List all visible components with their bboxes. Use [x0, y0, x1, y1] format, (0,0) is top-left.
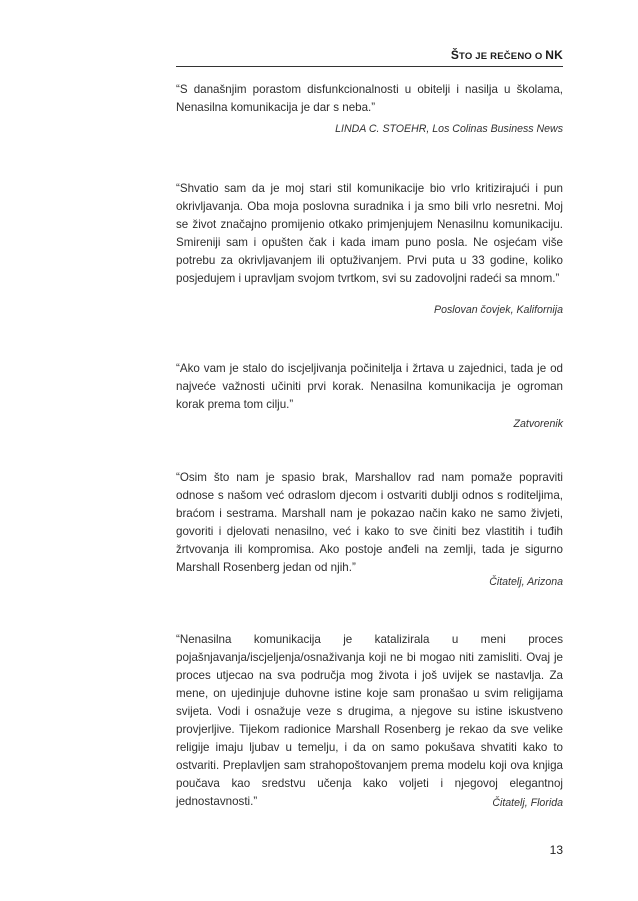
- quote-attribution: Čitatelj, Florida: [492, 797, 563, 809]
- header-abbrev: NK: [545, 48, 563, 62]
- quote-attribution: Čitatelj, Arizona: [489, 576, 563, 588]
- quote-attribution: Zatvorenik: [513, 418, 563, 430]
- quote-attribution: LINDA C. STOEHR, Los Colinas Business News: [335, 123, 563, 135]
- page-number: 13: [549, 843, 563, 857]
- quote-attribution: Poslovan čovjek, Kalifornija: [434, 304, 563, 316]
- quote-text: “Nenasilna komunikacija je katalizirala u meni proces pojašnjavanja/iscjeljenja/osnaživanja koji ne bi mogao niti zamisliti. Ovaj je proces utjecao na sva područja mog života i još uvijek se nastavlja. Za mene, on ujedinjuje duhovne istine koje sam pronašao u svim religijama svijeta. Vodi i osnažuje veze s drugima, a njegove su istine iskustveno provjerljive. Tijekom radionice Marshall Rosenberg je rekao da sve velike religije imaju ljubav u temelju, i da on samo pokušava shvatiti kako to ostvariti. Preplavljen sam strahopoštovanjem prema modelu koji ova knjiga poučava kao sredstvu učenja kako voljeti i njegovoj elegantnoj jednostavnosti.”: [176, 633, 563, 808]
- quote-text: “Shvatio sam da je moj stari stil komunikacije bio vrlo kritizirajući i pun okrivljavanja. Oba moja poslovna suradnika i ja smo bili vrlo nesretni. Moj se život značajno promijenio otkako primjenjujem Nenasilnu komunikaciju. Smireniji sam i opušten čak i kada imam puno posla. Ne osjećam više potrebu za okrivljavanjem ili optuživanjem. Prvi puta u 33 godine, koliko posjedujem i upravljam svojom tvrtkom, svi su zadovoljni radeći sa mnom.”: [176, 182, 563, 285]
- header-initial: Š: [450, 48, 460, 62]
- header-smallcaps: TO JE REČENO O: [459, 51, 546, 62]
- quote-text: “S današnjim porastom disfunkcionalnosti u obitelji i nasilja u školama, Nenasilna komunikacija je dar s neba.”: [176, 83, 563, 114]
- quote-text: “Osim što nam je spasio brak, Marshallov rad nam pomaže popraviti odnose s našom već odraslom djecom i ostvariti dublji odnos s roditeljima, braćom i sestrama. Marshall nam je pokazao način kako ne samo živjeti, govoriti i djelovati nenasilno, već i kako to sve činiti bez vlastitih i tuđih žrtvovanja ili kompromisa. Ako postoje anđeli na zemlji, tada je sigurno Marshall Rosenberg jedan od njih.”: [176, 471, 563, 574]
- running-header: [176, 48, 563, 67]
- quote-text: “Ako vam je stalo do iscjeljivanja počinitelja i žrtava u zajednici, tada je od najveće važnosti učiniti prvi korak. Nenasilna komunikacija je ogroman korak prema tom cilju.”: [176, 362, 563, 411]
